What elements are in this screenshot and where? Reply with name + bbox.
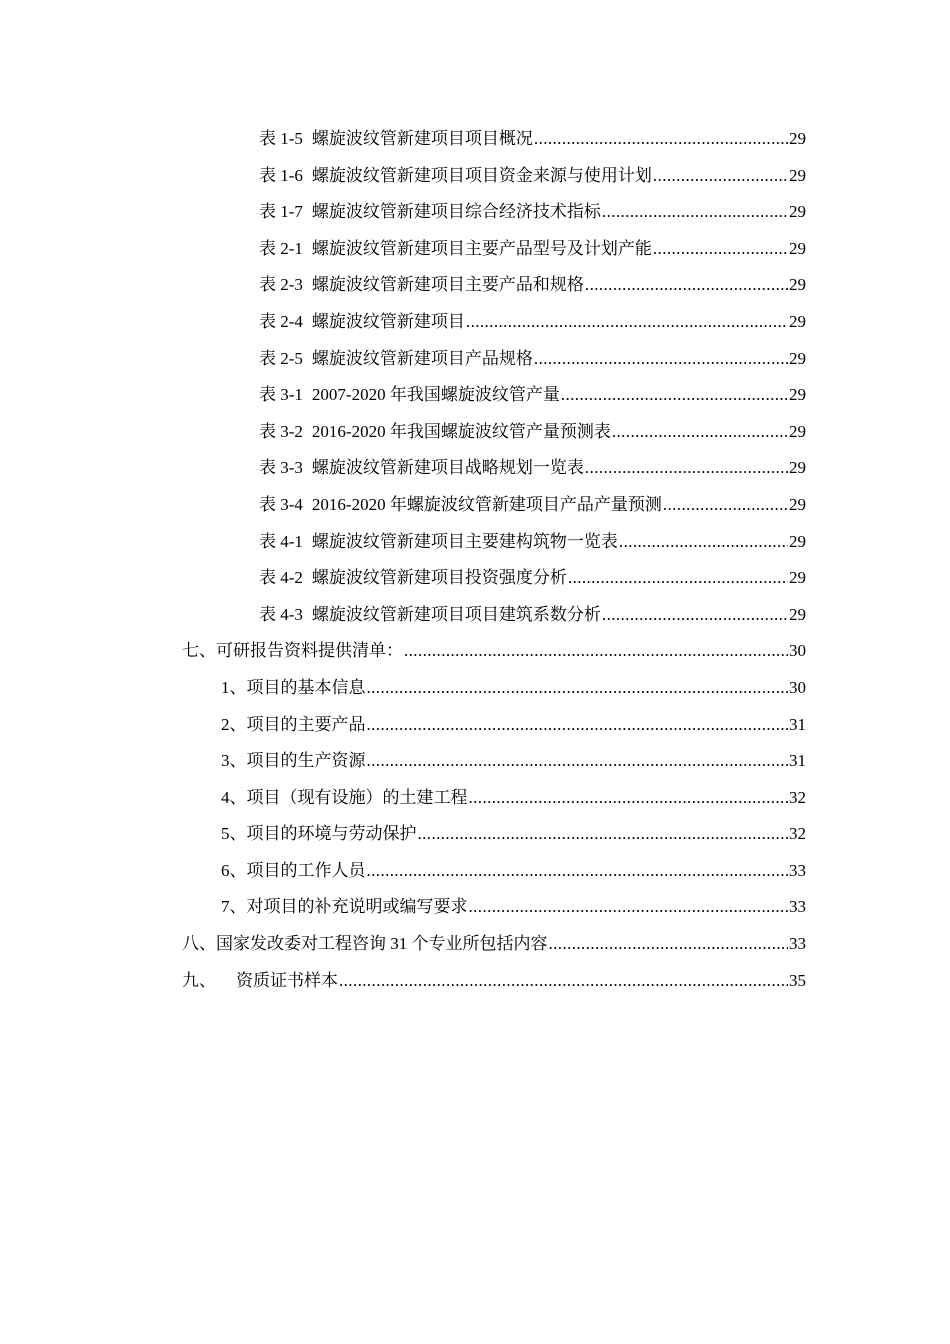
toc-entry-label — [259, 597, 601, 634]
toc-entry-title: 2016-2020 年我国螺旋波纹管产量预测表 — [311, 421, 611, 441]
toc-entry-title: 八、国家发改委对工程咨询 31 个专业所包括内容 — [182, 934, 548, 954]
toc-entry-subsection[interactable] — [0, 889, 950, 926]
toc-entry-table[interactable] — [0, 194, 950, 231]
toc-dot-leader — [653, 231, 788, 268]
toc-entry-table[interactable] — [0, 487, 950, 524]
toc-entry-table[interactable] — [0, 414, 950, 451]
toc-page-number: 29 — [789, 568, 806, 588]
toc-page-number: 35 — [789, 970, 806, 990]
toc-entry-label — [259, 121, 533, 158]
toc-entry-label — [259, 450, 584, 487]
toc-page-number: 30 — [789, 677, 806, 697]
toc-page-number: 32 — [789, 787, 806, 807]
toc-entry-label — [182, 963, 338, 1000]
toc-dot-leader — [561, 377, 788, 414]
toc-entry-title: 3、项目的生产资源 — [221, 751, 366, 771]
toc-page-number: 29 — [789, 385, 806, 405]
toc-entry-title: 螺旋波纹管新建项目战略规划一览表 — [311, 458, 584, 478]
toc-entry-number: 表 1-5 — [259, 129, 303, 148]
toc-dot-leader — [602, 597, 788, 634]
toc-page-number: 29 — [789, 348, 806, 368]
toc-entry-label — [259, 267, 584, 304]
toc-entry-number: 表 2-5 — [259, 348, 303, 368]
toc-entry-section-8[interactable] — [0, 926, 950, 963]
toc-entry-table[interactable] — [0, 304, 950, 341]
toc-entry-label — [259, 414, 611, 451]
toc-entry-title: 4、项目（现有设施）的土建工程 — [221, 787, 468, 807]
toc-page-number: 33 — [789, 860, 806, 880]
toc-entry-title: 1、项目的基本信息 — [221, 677, 366, 697]
toc-entry-number: 表 1-6 — [259, 165, 303, 185]
toc-page-number: 29 — [789, 311, 806, 331]
toc-dot-leader — [367, 670, 789, 707]
toc-dot-leader — [367, 743, 789, 780]
toc-entry-label — [259, 231, 652, 268]
toc-dot-leader — [534, 341, 788, 378]
toc-page-number: 29 — [789, 275, 806, 295]
toc-entry-title: 螺旋波纹管新建项目产品规格 — [311, 348, 533, 368]
toc-entry-number: 表 1-7 — [259, 202, 303, 222]
toc-dot-leader — [585, 450, 788, 487]
toc-entry-title: 螺旋波纹管新建项目项目资金来源与使用计划 — [311, 165, 652, 185]
toc-dot-leader — [339, 963, 788, 1000]
toc-entry-title: 2007-2020 年我国螺旋波纹管产量 — [311, 385, 560, 405]
toc-entry-table[interactable] — [0, 341, 950, 378]
toc-entry-number: 表 2-1 — [259, 238, 303, 258]
toc-entry-title: 七、可研报告资料提供清单： — [182, 641, 403, 661]
toc-entry-label — [259, 377, 560, 414]
toc-entry-subsection[interactable] — [0, 853, 950, 890]
toc-entry-table[interactable] — [0, 158, 950, 195]
toc-entry-number: 九、 — [182, 970, 216, 990]
toc-entry-subsection[interactable] — [0, 816, 950, 853]
toc-entry-subsection[interactable] — [0, 743, 950, 780]
toc-entry-table[interactable] — [0, 267, 950, 304]
toc-entry-title: 螺旋波纹管新建项目主要建构筑物一览表 — [311, 531, 618, 551]
toc-dot-leader — [469, 889, 789, 926]
toc-entry-number: 表 3-3 — [259, 458, 303, 478]
toc-entry-title: 螺旋波纹管新建项目项目概况 — [311, 129, 533, 148]
toc-entry-number: 表 4-2 — [259, 568, 303, 588]
toc-entry-title: 螺旋波纹管新建项目投资强度分析 — [311, 568, 567, 588]
toc-entry-number: 表 3-1 — [259, 385, 303, 405]
toc-entry-title: 7、对项目的补充说明或编写要求 — [221, 897, 468, 917]
toc-dot-leader — [469, 780, 789, 817]
toc-page-number: 31 — [789, 714, 806, 734]
toc-entry-number: 表 3-2 — [259, 421, 303, 441]
toc-entry-table[interactable] — [0, 597, 950, 634]
toc-page-number: 29 — [789, 165, 806, 185]
toc-dot-leader — [367, 853, 789, 890]
toc-dot-leader — [367, 707, 789, 744]
toc-entry-number: 表 2-4 — [259, 311, 303, 331]
toc-entry-title: 5、项目的环境与劳动保护 — [221, 824, 417, 844]
toc-page-number: 29 — [789, 604, 806, 624]
toc-dot-leader — [549, 926, 789, 963]
toc-page-number: 29 — [789, 202, 806, 222]
toc-page-number: 29 — [789, 238, 806, 258]
toc-entry-title: 螺旋波纹管新建项目主要产品型号及计划产能 — [311, 238, 652, 258]
toc-entry-title: 资质证书样本 — [236, 970, 338, 990]
toc-entry-number: 表 4-1 — [259, 531, 303, 551]
toc-entry-table[interactable] — [0, 121, 950, 158]
toc-dot-leader — [418, 816, 789, 853]
toc-entry-title: 螺旋波纹管新建项目主要产品和规格 — [311, 275, 584, 295]
toc-entry-number: 表 3-4 — [259, 494, 303, 514]
toc-entry-title: 2、项目的主要产品 — [221, 714, 366, 734]
table-of-contents — [0, 121, 950, 999]
toc-entry-number: 表 4-3 — [259, 604, 303, 624]
toc-entry-table[interactable] — [0, 377, 950, 414]
toc-page-number: 33 — [789, 934, 806, 954]
toc-entry-title: 螺旋波纹管新建项目项目建筑系数分析 — [311, 604, 601, 624]
toc-page-number: 29 — [789, 458, 806, 478]
toc-entry-label — [259, 560, 567, 597]
toc-entry-table[interactable] — [0, 524, 950, 561]
toc-entry-subsection[interactable] — [0, 670, 950, 707]
toc-entry-section-7[interactable] — [0, 633, 950, 670]
toc-entry-table[interactable] — [0, 450, 950, 487]
toc-entry-table[interactable] — [0, 560, 950, 597]
toc-page-number: 29 — [789, 531, 806, 551]
toc-entry-title: 螺旋波纹管新建项目 — [311, 311, 465, 331]
toc-entry-label — [259, 194, 601, 231]
toc-entry-title: 6、项目的工作人员 — [221, 860, 366, 880]
toc-page-number: 31 — [789, 751, 806, 771]
toc-page-number: 33 — [789, 897, 806, 917]
toc-dot-leader — [612, 414, 788, 451]
toc-entry-section-9[interactable] — [0, 963, 950, 1000]
toc-entry-title: 2016-2020 年螺旋波纹管新建项目产品产量预测 — [311, 494, 662, 514]
toc-dot-leader — [585, 267, 788, 304]
toc-dot-leader — [653, 158, 788, 195]
toc-page-number: 29 — [789, 494, 806, 514]
toc-entry-label — [259, 487, 662, 524]
toc-entry-subsection[interactable] — [0, 707, 950, 744]
toc-dot-leader — [404, 633, 788, 670]
toc-page-number: 29 — [789, 421, 806, 441]
toc-dot-leader — [619, 524, 788, 561]
toc-entry-label — [259, 304, 465, 341]
toc-page-number: 32 — [789, 824, 806, 844]
toc-dot-leader — [602, 194, 788, 231]
toc-entry-subsection[interactable] — [0, 780, 950, 817]
toc-page-number: 29 — [789, 129, 806, 148]
toc-entry-number: 表 2-3 — [259, 275, 303, 295]
toc-dot-leader — [663, 487, 788, 524]
toc-dot-leader — [568, 560, 788, 597]
toc-dot-leader — [466, 304, 788, 341]
toc-entry-label — [259, 341, 533, 378]
toc-entry-label — [259, 524, 618, 561]
toc-entry-table[interactable] — [0, 231, 950, 268]
toc-page-number: 30 — [789, 641, 806, 661]
toc-entry-label — [259, 158, 652, 195]
toc-dot-leader — [534, 121, 788, 158]
toc-entry-title: 螺旋波纹管新建项目综合经济技术指标 — [311, 202, 601, 222]
